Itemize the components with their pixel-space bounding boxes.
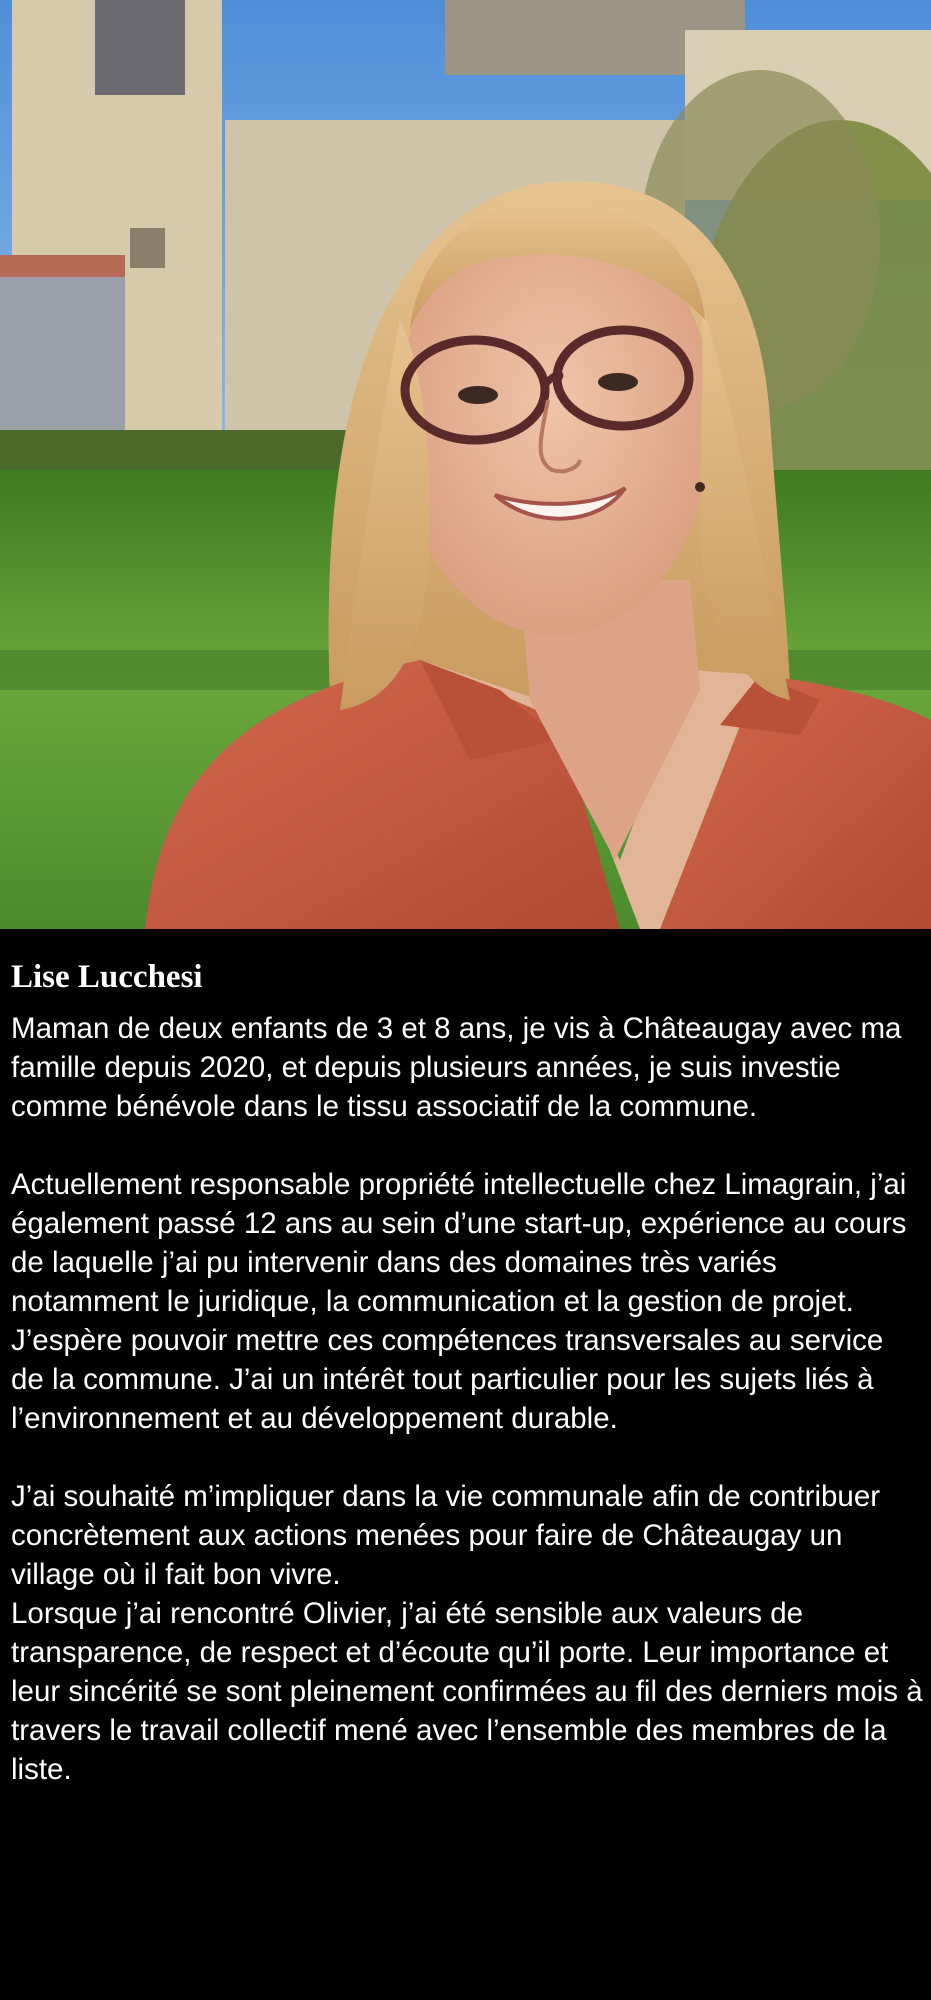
bio-paragraph-2: Actuellement responsable propriété intellectuelle chez Limagrain, j’ai également passé 12 ans au sein d’une start-up, expérience au cours de laquelle j’ai pu intervenir dans des domaines très variés notamment le juridique, la communication et la gestion de projet. J’espère pouvoir mettre ces compétences transversales au service de la commune. J’ai un intérêt tout particulier pour les sujets liés à l’environnement et au développement durable. <box>11 1168 907 1435</box>
portrait-photo <box>0 0 931 929</box>
bio-paragraph-3: J’ai souhaité m’impliquer dans la vie communale afin de contribuer concrètement aux actions menées pour faire de Châteaugay un village où il fait bon vivre. <box>11 1480 881 1591</box>
person-name: Lise Lucchesi <box>11 959 203 995</box>
profile-text <box>11 955 923 1789</box>
bio-paragraph-4: Lorsque j’ai rencontré Olivier, j’ai été sensible aux valeurs de transparence, de respect et d’écoute qu’il porte. Leur importance et leur sincérité se sont pleinement confirmées au fil des derniers mois à travers le travail collectif mené avec l’ensemble des membres de la liste. <box>11 1597 923 1786</box>
bio-paragraph-1: Maman de deux enfants de 3 et 8 ans, je vis à Châteaugay avec ma famille depuis 2020, et depuis plusieurs années, je suis investie comme bénévole dans le tissu associatif de la commune. <box>11 1012 902 1123</box>
